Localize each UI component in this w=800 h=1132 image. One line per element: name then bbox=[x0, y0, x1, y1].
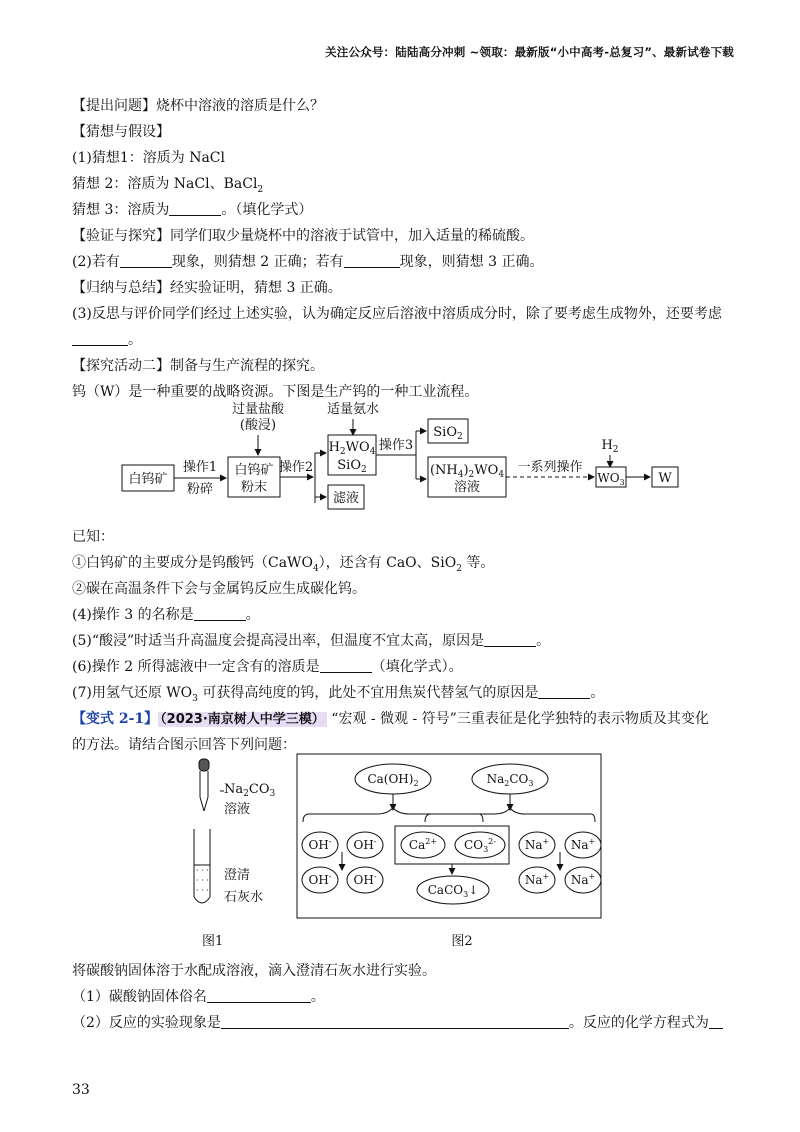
flow-label-wo3: $WO_3$ bbox=[597, 471, 625, 487]
known-2: ②碳在高温条件下会与金属钨反应生成碳化钨。 bbox=[72, 581, 366, 597]
figure-1-reagent-sol: 溶液 bbox=[224, 802, 251, 817]
hypothesis-heading: 【猜想与假设】 bbox=[72, 124, 170, 140]
figure-2-caoh2: $Ca(OH)_2$ bbox=[367, 772, 419, 788]
figure-1-lime: 石灰水 bbox=[224, 890, 264, 905]
figure-1-lime: 澄清 bbox=[224, 868, 251, 883]
flow-label-filtrate: 滤液 bbox=[332, 491, 360, 506]
flow-label-powder: 粉末 bbox=[240, 480, 268, 495]
answer-blank[interactable] bbox=[320, 658, 372, 673]
flow-label-ore: 白钨矿 bbox=[128, 472, 168, 487]
answer-blank[interactable] bbox=[169, 201, 221, 216]
experiment-intro: 将碳酸钠固体溶于水配成溶液，滴入澄清石灰水进行实验。 bbox=[72, 963, 436, 979]
question-v1: （1）碳酸钠固体俗名 。 bbox=[72, 989, 325, 1005]
figure-2-caco3: CaCO$_3$↓ bbox=[427, 883, 479, 899]
question-3-blank-line: 。 bbox=[72, 330, 142, 350]
answer-blank[interactable] bbox=[194, 606, 246, 621]
svg-text:· · ·: · · · bbox=[196, 876, 209, 885]
tungsten-intro: 钨（W）是一种重要的战略资源。下图是生产钨的一种工业流程。 bbox=[72, 384, 479, 400]
variant-tag: 【变式 2-1】 bbox=[72, 711, 159, 727]
figure-2-co3-ion: $CO_3^{2-}$ bbox=[464, 837, 496, 854]
figure-2-na-ion: Na+ bbox=[524, 837, 550, 852]
figure-2-ca-ion: $Ca^{2+}$ bbox=[408, 837, 438, 852]
page-header: 关注公众号：陆陆高分冲刺 ~领取：最新版“小中高考-总复习”、最新试卷下载 bbox=[325, 45, 734, 59]
page-number: 33 bbox=[72, 1082, 90, 1098]
flow-label-solution: 溶液 bbox=[453, 480, 481, 495]
svg-text:· · ·: · · · bbox=[196, 886, 209, 895]
question-7: (7)用氢气还原 $WO_3$ 可获得高纯度的钨，此处不宜用焦炭代替氢气的原因是 。 bbox=[72, 685, 605, 704]
figure-2-oh-ion: OH- bbox=[308, 872, 332, 887]
known-1: ①白钨矿的主要成分是钨酸钙（CaWO$_4$），还含有 CaO、SiO$_2$ 等。 bbox=[72, 555, 495, 574]
figure-2-na-ion: Na+ bbox=[524, 872, 550, 887]
figure-2-na2co3: $Na_2CO_3$ bbox=[486, 772, 534, 788]
answer-blank[interactable] bbox=[221, 1014, 569, 1029]
question-3: (3)反思与评价同学们经过上述实验，认为确定反应后溶液中溶质成分时，除了要考虑生成物外，还要考虑 bbox=[72, 306, 722, 322]
flow-label-crush: 粉碎 bbox=[186, 482, 214, 497]
question-5: (5)“酸浸”时适当升高温度会提高浸出率，但温度不宜太高，原因是 。 bbox=[72, 633, 551, 649]
figure-1-reagent: $Na_2CO_3$ bbox=[224, 782, 276, 799]
verify-heading: 【验证与探究】同学们取少量烧杯中的溶液于试管中，加入适量的稀硫酸。 bbox=[72, 228, 534, 244]
figure-1-caption: 图1 bbox=[202, 934, 224, 949]
hypothesis-3: 猜想 3：溶质为 。（填化学式） bbox=[72, 202, 313, 218]
flow-label-sio2: SiO$_2$ bbox=[433, 425, 463, 442]
figure-2-oh-ion: OH- bbox=[353, 837, 377, 852]
figure-2 bbox=[295, 752, 615, 952]
flow-label-series: 一系列操作 bbox=[517, 460, 583, 475]
hypothesis-2: 猜想 2：溶质为 NaCl、BaCl$_2$ bbox=[72, 176, 264, 195]
variant-2-1-line-2: 的方法。请结合图示回答下列问题： bbox=[72, 737, 296, 753]
flow-top-label: (酸浸) bbox=[239, 418, 277, 433]
answer-blank[interactable] bbox=[538, 684, 590, 699]
answer-blank[interactable] bbox=[207, 988, 311, 1003]
known-heading: 已知： bbox=[72, 529, 114, 545]
figure-2-caption: 图2 bbox=[451, 934, 473, 949]
variant-2-1-line: 【变式 2-1】 （2023·南京树人中学三模） “宏观 - 微观 - 符号”三重表征是化学独特的表示物质及其变化 bbox=[72, 711, 709, 727]
flow-label-op2: 操作2 bbox=[278, 460, 314, 475]
flow-label-h2wo4: $H_2WO_4$ bbox=[328, 440, 376, 457]
flow-label-op1: 操作1 bbox=[182, 460, 218, 475]
summary-heading: 【归纳与总结】经实验证明，猜想 3 正确。 bbox=[72, 280, 342, 296]
flow-label-op3: 操作3 bbox=[378, 438, 414, 453]
figure-2-na-ion: Na+ bbox=[570, 837, 596, 852]
hypothesis-1: (1)猜想1：溶质为 NaCl bbox=[72, 150, 225, 166]
flow-label-powder: 白钨矿 bbox=[234, 463, 274, 478]
dots: · · · bbox=[196, 866, 209, 875]
answer-blank[interactable] bbox=[120, 253, 172, 268]
tungsten-flow-diagram bbox=[110, 395, 690, 515]
answer-blank[interactable] bbox=[344, 253, 400, 268]
figure-2-na-ion: Na+ bbox=[570, 872, 596, 887]
variant-source: （2023·南京树人中学三模） bbox=[160, 712, 325, 727]
question-v2: （2）反应的实验现象是 。反应的化学方程式为 bbox=[72, 1013, 723, 1033]
flow-top-label: 过量盐酸 bbox=[231, 402, 285, 417]
activity-2-heading: 【探究活动二】制备与生产流程的探究。 bbox=[72, 358, 324, 374]
answer-blank[interactable] bbox=[709, 1014, 723, 1029]
answer-blank[interactable] bbox=[484, 632, 536, 647]
question-6: (6)操作 2 所得滤液中一定含有的溶质是 （填化学式）。 bbox=[72, 659, 463, 675]
question-heading: 【提出问题】烧杯中溶液的溶质是什么？ bbox=[72, 98, 324, 114]
flow-top-label: 适量氨水 bbox=[326, 402, 380, 417]
answer-blank[interactable] bbox=[72, 331, 128, 346]
question-4: (4)操作 3 的名称是 。 bbox=[72, 607, 260, 623]
flow-label-w: W bbox=[658, 471, 672, 486]
flow-label-h2: $H_2$ bbox=[601, 438, 619, 455]
question-2: (2)若有 现象，则猜想 2 正确；若有 现象，则猜想 3 正确。 bbox=[72, 254, 544, 270]
figure-2-oh-ion: OH- bbox=[308, 837, 332, 852]
figure-1 bbox=[180, 755, 290, 955]
flow-label-nh4wo4: $(NH_4)_2WO_4$ bbox=[429, 463, 505, 480]
flow-label-sio2-inner: SiO$_2$ bbox=[337, 458, 367, 475]
figure-2-oh-ion: OH- bbox=[353, 872, 377, 887]
